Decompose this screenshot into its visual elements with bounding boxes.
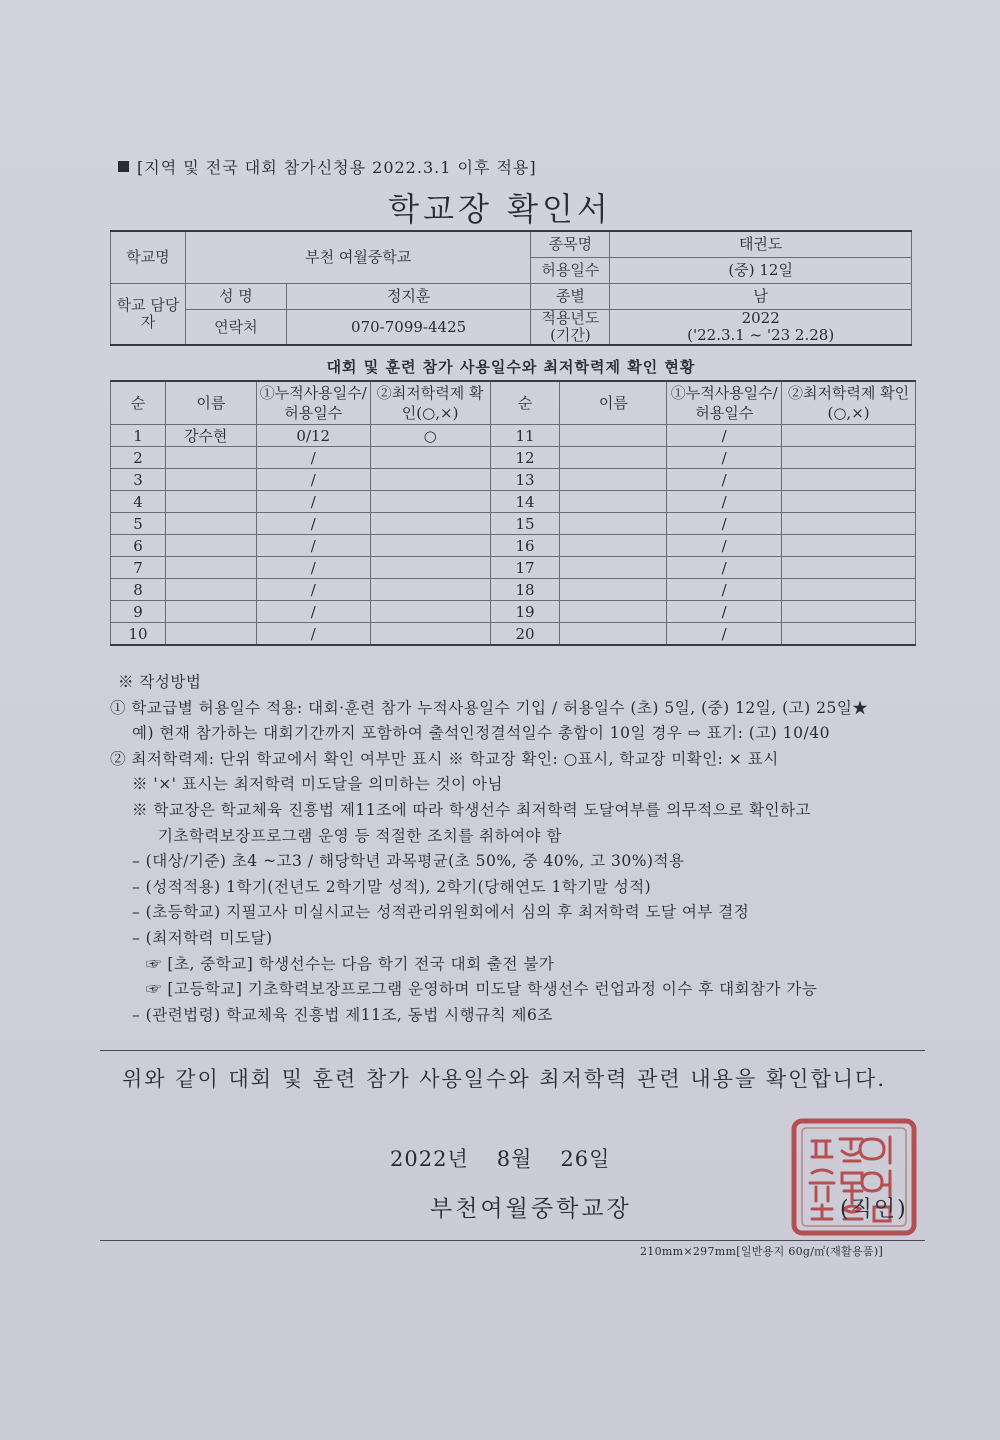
instruction-line: 기초학력보장프로그램 운영 등 적절한 조치를 취하여야 함 [158,826,562,845]
row-academic-mark [782,469,916,491]
instructions [110,670,930,1028]
row-usage: / [667,557,782,579]
row-name [560,447,667,469]
row-name [560,535,667,557]
row-academic-mark [370,469,490,491]
year-value: 2022 [741,309,780,327]
row-usage: / [667,535,782,557]
row-name [560,601,667,623]
header-note-text: [지역 및 전국 대회 참가신청용 2022.3.1 이후 적용] [137,158,537,177]
row-usage: / [256,447,370,469]
instruction-line: – (대상/기준) 초4 ~고3 / 해당학년 과목평균(초 50%, 중 40%, 고 30%)적용 [132,852,685,871]
col-name: 이름 [165,381,256,425]
row-number: 15 [490,513,560,535]
row-usage: / [667,447,782,469]
row-number: 2 [111,447,166,469]
row-name [165,557,256,579]
row-usage: / [667,469,782,491]
row-usage: / [256,623,370,646]
issue-date [390,1143,638,1173]
paper-spec: 210mm×297mm[일반용지 60g/㎡(재활용품)] [640,1245,884,1258]
row-number: 14 [490,491,560,513]
row-usage: 0/12 [256,425,370,447]
table-row [111,623,916,646]
contact-label: 연락처 [185,310,286,346]
row-academic-mark [782,579,916,601]
instruction-line: ※ '×' 표시는 최저학력 미도달을 의미하는 것이 아님 [132,775,503,794]
row-number: 9 [111,601,166,623]
row-usage: / [256,491,370,513]
row-number: 6 [111,535,166,557]
row-academic-mark [782,447,916,469]
row-usage: / [256,535,370,557]
row-number: 16 [490,535,560,557]
row-name [560,469,667,491]
row-number: 3 [111,469,166,491]
row-name [165,491,256,513]
school-info-table [110,230,912,346]
row-academic-mark [370,513,490,535]
col-academic: ②최저학력제 확인(○,×) [370,381,490,425]
row-usage: / [256,557,370,579]
instruction-line: – (초등학교) 지필고사 미실시교는 성적관리위원회에서 심의 후 최저학력 도달 여부 결정 [132,903,750,922]
document-title: 학교장 확인서 [388,190,612,228]
instruction-line: ① 학교급별 허용일수 적용: 대회·훈련 참가 누적사용일수 기입 / 허용일수 (초) 5일, (중) 12일, (고) 25일★ [110,698,869,717]
row-usage: / [667,513,782,535]
row-number: 5 [111,513,166,535]
instructions-heading: ※ 작성방법 [118,673,202,691]
year-label: 적용년도 (기간) [531,310,610,346]
name-label: 성 명 [185,284,286,310]
divider-top [100,1050,925,1051]
instruction-line: 예) 현재 참가하는 대회기간까지 포함하여 출석인정결석일수 총합이 10일 경우 ⇨ 표기: (고) 10/40 [132,724,830,743]
row-name [165,447,256,469]
row-number: 1 [111,425,166,447]
row-academic-mark [370,623,490,646]
header-note [118,155,537,178]
confirmation-text: 위와 같이 대회 및 훈련 참가 사용일수와 최저학력 관련 내용을 확인합니다. [122,1067,887,1091]
col-academic-2: ②최저학력제 확인(○,×) [782,381,916,425]
row-usage: / [667,491,782,513]
instruction-line: – (관련법령) 학교체육 진흥법 제11조, 동법 시행규칙 제6조 [132,1005,553,1024]
divider-bottom [100,1240,925,1241]
col-usage-2: ①누적사용일수/ 허용일수 [667,381,782,425]
col-num-2: 순 [490,381,560,425]
table-row [111,579,916,601]
row-name [165,623,256,646]
row-name [165,469,256,491]
row-academic-mark [782,623,916,646]
row-name [165,601,256,623]
row-name [560,557,667,579]
school-label: 학교명 [111,231,186,284]
date-year: 2022년 [390,1147,469,1171]
row-academic-mark [370,601,490,623]
row-number: 10 [111,623,166,646]
row-number: 19 [490,601,560,623]
contact-value: 070-7099-4425 [286,310,531,346]
table-row [111,425,916,447]
signer-title: 부천여월중학교장 [430,1196,632,1222]
event-label: 종목명 [531,231,610,258]
period-value: ('22.3.1 ~ '23 2.28) [687,326,835,344]
row-academic-mark [370,535,490,557]
row-number: 17 [490,557,560,579]
row-academic-mark [782,535,916,557]
row-name: 강수현 [165,425,256,447]
row-academic-mark [370,579,490,601]
instruction-line: – (최저학력 미도달) [132,928,273,947]
row-name [165,535,256,557]
row-usage: / [256,513,370,535]
instruction-line: ☞ [초, 중학교] 학생선수는 다음 학기 전국 대회 출전 불가 [146,954,555,973]
row-academic-mark [782,425,916,447]
instruction-line: ※ 학교장은 학교체육 진흥법 제11조에 따라 학생선수 최저학력 도달여부를 의무적으로 확인하고 [132,800,811,819]
row-usage: / [667,623,782,646]
row-name [560,491,667,513]
table-row [111,513,916,535]
row-number: 20 [490,623,560,646]
row-academic-mark [782,601,916,623]
year-cell [610,310,912,346]
row-academic-mark [370,447,490,469]
row-number: 12 [490,447,560,469]
row-usage: / [256,579,370,601]
col-name-2: 이름 [560,381,667,425]
row-usage: / [667,425,782,447]
row-number: 8 [111,579,166,601]
status-table [110,380,916,646]
col-num: 순 [111,381,166,425]
category-label: 종별 [531,284,610,310]
row-usage: / [256,469,370,491]
row-usage: / [256,601,370,623]
row-name [165,579,256,601]
school-value: 부천 여월중학교 [185,231,531,284]
square-bullet-icon [118,161,129,172]
instruction-line: ② 최저학력제: 단위 학교에서 확인 여부만 표시 ※ 학교장 확인: ○표시, 학교장 미확인: × 표시 [110,749,779,768]
table-row [111,601,916,623]
table-row [111,557,916,579]
row-usage: / [667,601,782,623]
table-row [111,447,916,469]
status-body [111,425,916,646]
row-number: 7 [111,557,166,579]
row-name [560,579,667,601]
instruction-line: – (성적적용) 1학기(전년도 2학기말 성적), 2학기(당해연도 1학기말 성적) [132,877,652,896]
row-name [560,425,667,447]
allowed-days-label: 허용일수 [531,258,610,284]
table-row [111,469,916,491]
col-usage: ①누적사용일수/ 허용일수 [256,381,370,425]
row-usage: / [667,579,782,601]
row-academic-mark [370,491,490,513]
manager-label: 학교 담당자 [111,284,186,346]
row-number: 18 [490,579,560,601]
name-value: 정지훈 [286,284,531,310]
row-name [560,513,667,535]
table-row [111,491,916,513]
row-number: 11 [490,425,560,447]
row-academic-mark [782,557,916,579]
status-header-row [111,381,916,425]
table-row [111,535,916,557]
row-name [560,623,667,646]
section-title: 대회 및 훈련 참가 사용일수와 최저학력제 확인 현황 [326,358,696,376]
row-academic-mark [782,491,916,513]
date-day: 26일 [560,1147,611,1171]
row-number: 4 [111,491,166,513]
date-month: 8월 [496,1147,533,1171]
row-academic-mark: ○ [370,425,490,447]
event-value: 태권도 [610,231,912,258]
row-academic-mark [782,513,916,535]
allowed-days-value: (중) 12일 [610,258,912,284]
category-value: 남 [610,284,912,310]
row-academic-mark [370,557,490,579]
seal-label: (직인) [840,1197,908,1222]
row-name [165,513,256,535]
row-number: 13 [490,469,560,491]
instruction-line: ☞ [고등학교] 기초학력보장프로그램 운영하며 미도달 학생선수 런업과정 이수 후 대회참가 가능 [146,980,818,999]
